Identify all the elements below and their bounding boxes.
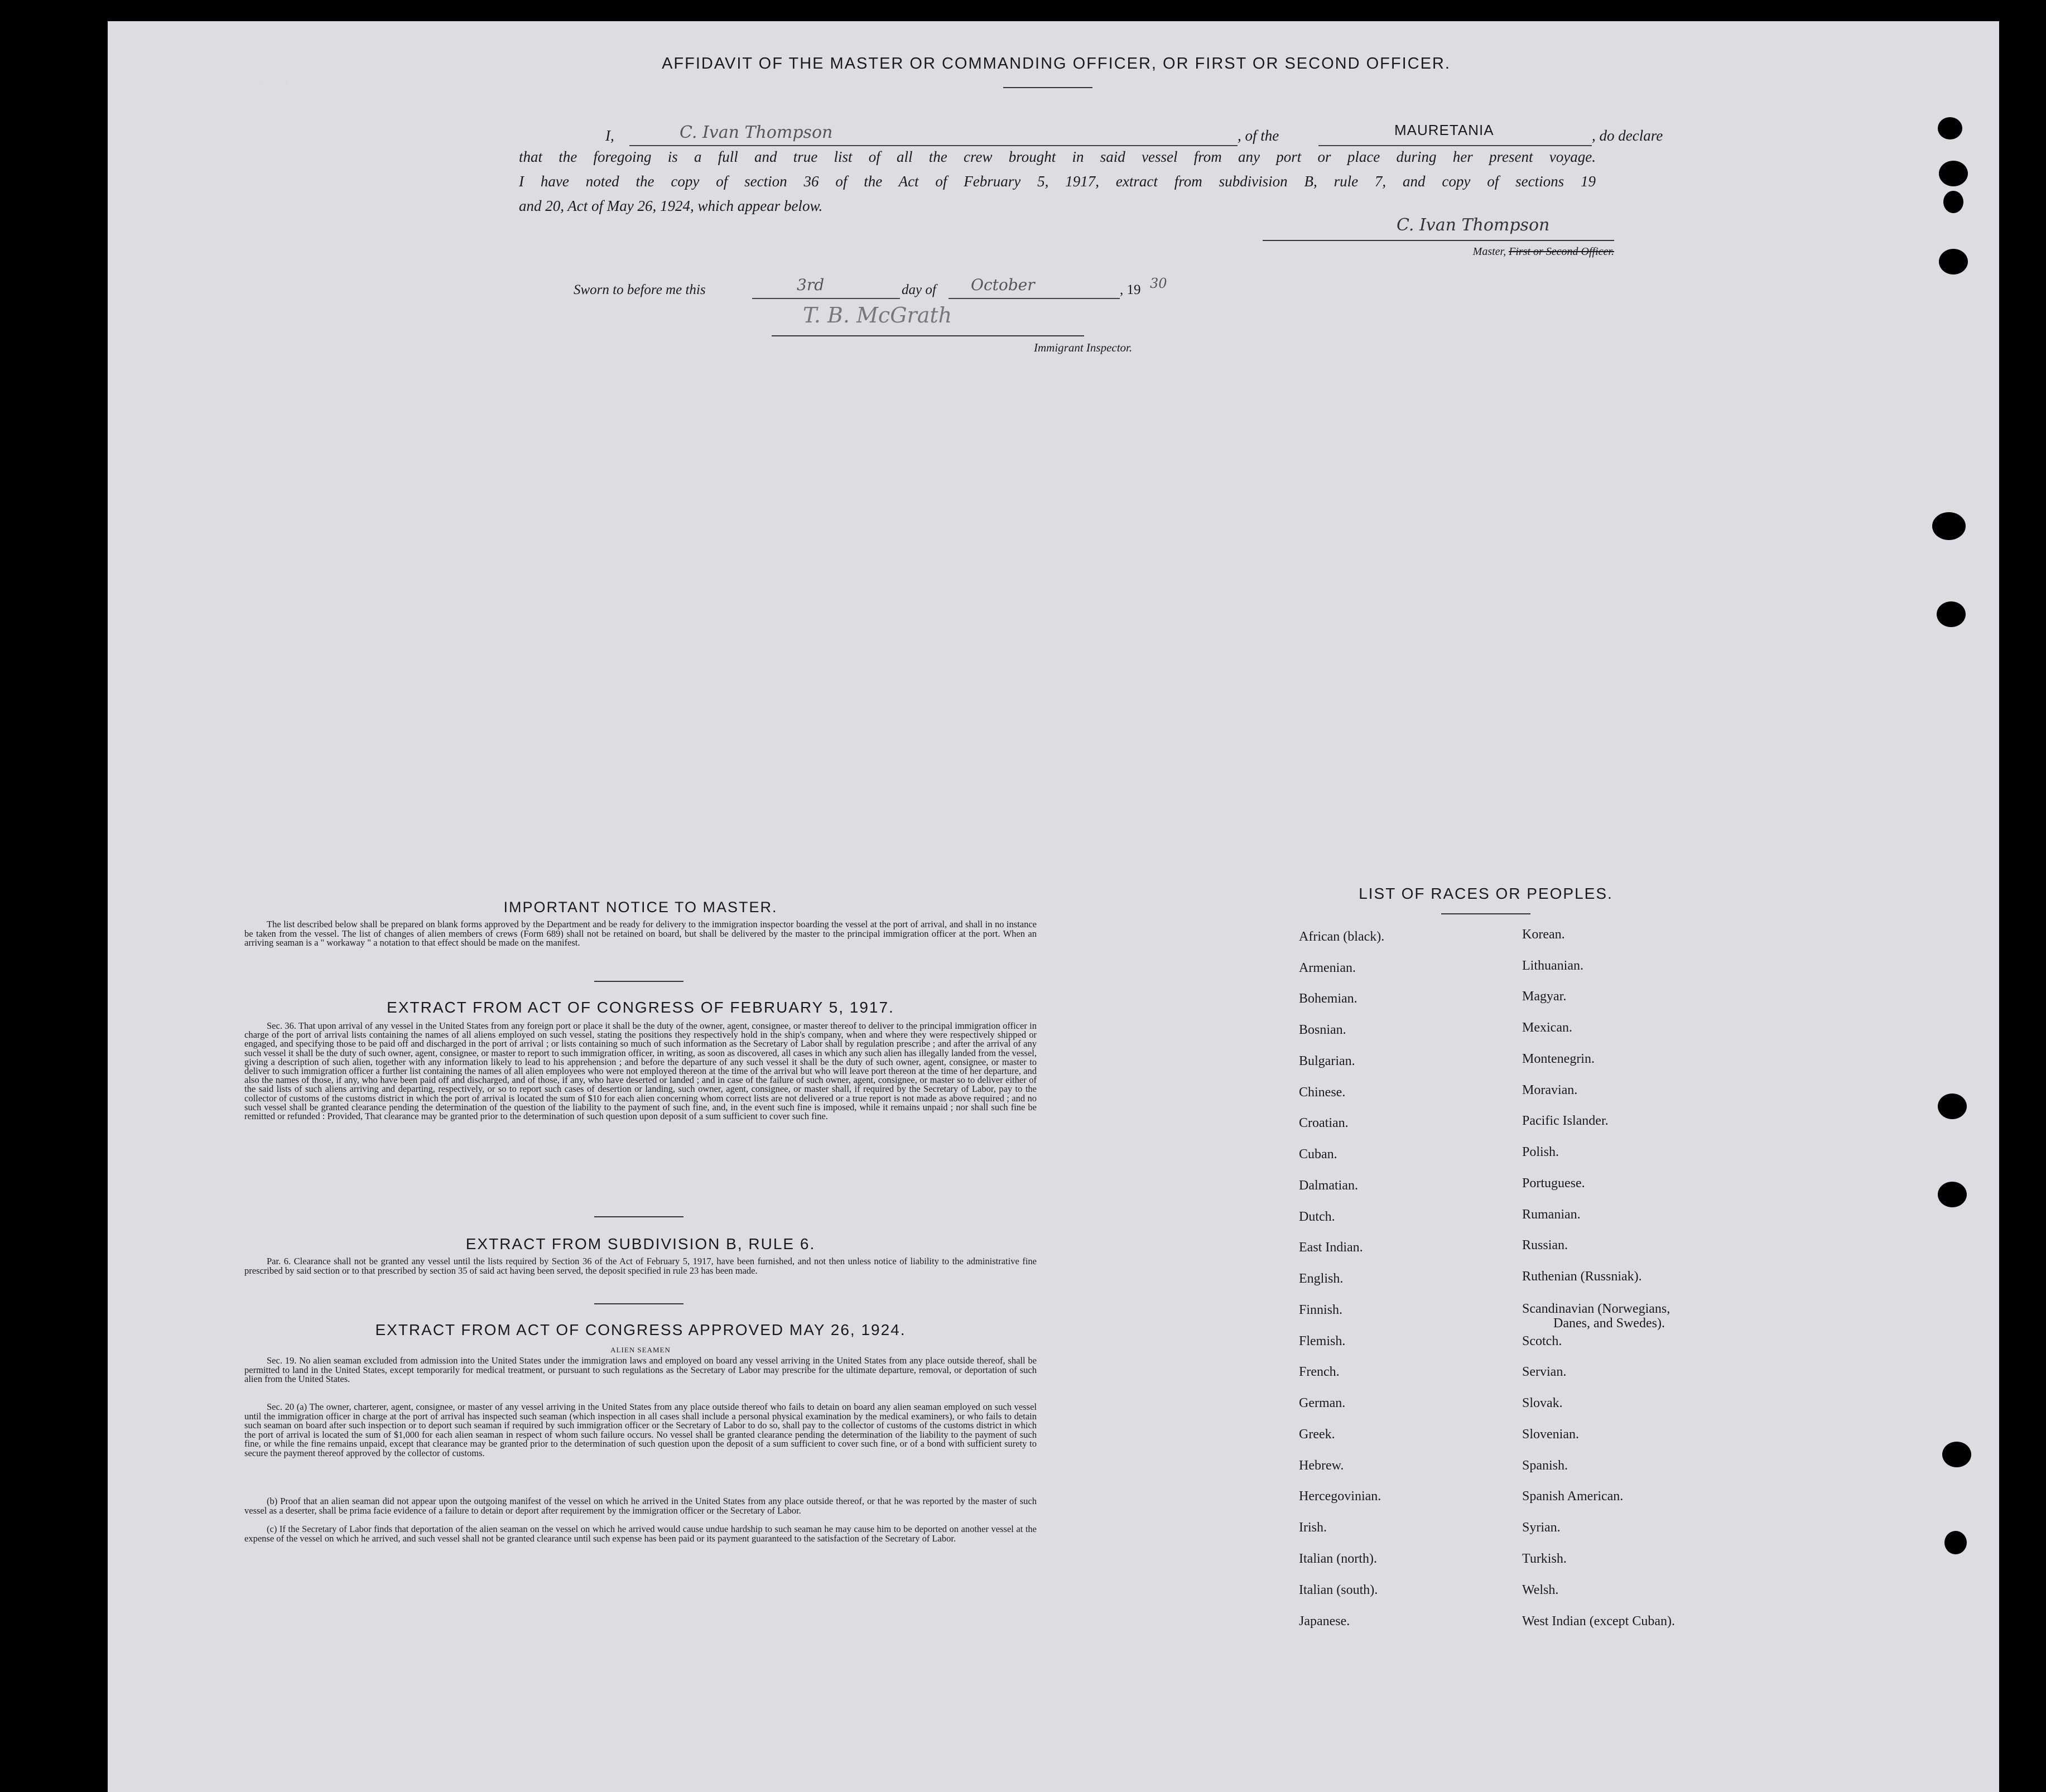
race-item: Moravian. [1522,1083,1578,1097]
do-declare-label: , do declare [1592,127,1663,144]
race-item: Italian (south). [1299,1583,1378,1597]
race-item: Turkish. [1522,1552,1567,1566]
race-item: Scandinavian (Norwegians, [1522,1302,1671,1316]
race-item: African (black). [1299,929,1385,944]
punch-hole [1938,1182,1967,1207]
race-item: Montenegrin. [1522,1052,1595,1066]
race-item: German. [1299,1396,1346,1410]
punch-hole [1938,1093,1967,1119]
race-item: Slovenian. [1522,1427,1579,1442]
sec19-body: Sec. 19. No alien seaman excluded from admission into the United States under the immigration laws and employed on board any vessel arriving in the United States from any place outside thereof, shall be permitted to land in the United States, except temporarily for medical treatment, or pursuant to such regulations as the Secretary of Labor may prescribe for the ultimate departure, removal, or deportation of such alien from the United States. [244,1355,1037,1384]
master-signature-block [1263,209,1614,270]
rule6-body: Par. 6. Clearance shall not be granted any vessel until the lists required by Section 36 of the Act of February 5, 1917, have been furnished, and not then unless notice of liability to the administrative fine prescribed by said section or to that prescribed by section 35 of said act having been served, the deposit specified in rule 23 has been made. [244,1256,1037,1276]
of-the-label: , of the [1238,127,1279,144]
races-right-column [1522,927,1756,1653]
race-item: Syrian. [1522,1520,1561,1535]
race-item: Spanish. [1522,1458,1568,1473]
punch-hole [1939,161,1968,186]
race-item: Danes, and Swedes). [1553,1316,1665,1331]
race-item: Polish. [1522,1145,1559,1159]
race-item: French. [1299,1365,1340,1379]
race-item: Croatian. [1299,1116,1349,1130]
master-label-row [1473,245,1614,258]
inspector-block [772,303,1133,364]
race-item: Mexican. [1522,1020,1572,1035]
sworn-prefix: Sworn to before me this [574,282,706,297]
race-item: Spanish American. [1522,1489,1624,1504]
affidavit-line3: I have noted the copy of section 36 of the Act of February 5, 1917, extract from subdivision B, rule 7, and copy of sections 19 [519,173,1596,190]
master-name-handwritten: C. Ivan Thompson [680,123,833,142]
race-item: Bulgarian. [1299,1054,1355,1068]
vessel-name: MAURETANIA [1394,122,1494,138]
race-item: Korean. [1522,927,1565,942]
punch-hole [1943,191,1963,213]
race-item: Portuguese. [1522,1176,1585,1191]
master-name-field [629,124,1238,146]
race-item: Ruthenian (Russniak). [1522,1269,1642,1284]
race-item: Bohemian. [1299,991,1357,1006]
affidavit-title: AFFIDAVIT OF THE MASTER OR COMMANDING OFFICER, OR FIRST OR SECOND OFFICER. [662,55,1451,73]
month-handwritten: October [971,276,1035,294]
race-item: Irish. [1299,1520,1327,1535]
inspector-line [772,335,1084,336]
affidavit-line4: and 20, Act of May 26, 1924, which appear below. [519,197,823,214]
extract-1924-subtitle: ALIEN SEAMEN [610,1346,671,1354]
sworn-row [108,273,1999,301]
extract-1917-body: Sec. 36. That upon arrival of any vessel in the United States from any foreign port or place it shall be the duty of the owner, agent, consignee, or master thereof to deliver to the principal immigration officer in charge of the port of arrival lists containing the names of all aliens employed on such vessel, stating the positions they respectively hold in the ship's company, when and where they were respectively shipped or engaged, and specifying those to be paid off and discharged in the port of arrival ; or lists containing so much of such information as the Secretary of Labor shall by regulation prescribe ; and after the arrival of any such vessel it shall be the duty of such owner, agent, consignee, or master to report to such immigration officer, in writing, as soon as discovered, all cases in which any such alien has illegally landed from the vessel, giving a description of such alien, together with any information likely to lead to his apprehension ; and before the departure of any such vessel it shall be the duty of such owner, agent, consignee, or master to deliver to such immigration officer a further list containing the names of all alien employees who were not employed thereon at the time of the arrival but who will leave port thereon at the time of her departure, and also the names of those, if any, who have been paid off and discharged, and of those, if any, who have deserted or landed ; and in case of the failure of such owner, agent, consignee, or master so to deliver either of the said lists of such aliens arriving and departing, respectively, or so to report such cases of desertion or landing, such owner, agent, consignee, or master shall, if required by the Secretary of Labor, pay to the collector of customs of the customs district in which the port of arrival is located the sum of $10 for each alien concerning whom correct lists are not delivered or a true report is not made as above required ; and no such vessel shall be granted clearance pending the determination of the question of the liability to the payment of such fine, and, in the event such fine is imposed, while it remains unpaid ; nor shall such fine be remitted or refunded : Provided, That clearance may be granted prior to the determination of such question upon deposit of a sum sufficient to cover such fine. [244,1020,1037,1122]
divider [1003,87,1092,88]
race-item: Pacific Islander. [1522,1114,1609,1128]
divider [1441,913,1530,914]
race-item: Japanese. [1299,1614,1350,1629]
day-of-label: day of [902,282,936,297]
manifest-page [108,21,1999,1792]
race-item: Dalmatian. [1299,1178,1358,1193]
inspector-signature: T. B. McGrath [803,303,952,327]
race-item: Magyar. [1522,989,1567,1004]
punch-hole [1937,601,1966,627]
punch-hole [1942,1442,1971,1467]
affidavit-line2: that the foregoing is a full and true list of all the crew brought in said vessel from any port or place during her present voyage. [519,148,1596,165]
pronoun: I, [605,127,614,144]
race-item: Bosnian. [1299,1023,1346,1037]
race-item: Scotch. [1522,1334,1562,1348]
punch-hole [1944,1531,1967,1554]
sec20a-body: Sec. 20 (a) The owner, charterer, agent, consignee, or master of any vessel arriving in the United States from any place outside thereof who fails to detain on board any alien seaman employed on such vessel until the immigration officer in charge at the port of arrival has inspected such seaman (which inspection in all cases shall include a personal physical examination by the medical examiners), or who fails to detain such seaman on board after such inspection or to deport such seaman if required by such immigration officer or the Secretary of Labor to do so, shall pay to the collector of customs of the customs district in which the port of arrival is located the sum of $1,000 for each alien seaman in respect of whom such failure occurs. No vessel shall be granted clearance pending the determination of the liability to the payment of such fine, or while the fine remains unpaid, except that clearance may be granted prior to the determination of such question upon the deposit of a sum sufficient to cover such fine, or of a bond with sufficient surety to secure the payment thereof approved by the collector of customs. [244,1401,1037,1458]
race-item: Armenian. [1299,961,1356,975]
divider [594,981,683,982]
races-left-column [1299,929,1500,1655]
race-item: Dutch. [1299,1210,1335,1224]
race-item: Greek. [1299,1427,1335,1442]
divider [594,1216,683,1217]
sec20c-body: (c) If the Secretary of Labor finds that deportation of the alien seaman on the vessel on which he arrived would cause undue hardship to such seaman he may cause him to be deported on another vessel at the expense of the vessel on which he arrived, and such vessel shall not be granted clearance until such expense has been paid or its payment guaranteed to the satisfaction of the Secretary of Labor. [244,1524,1037,1544]
corner-marks: · · [258,73,297,91]
race-item: Hebrew. [1299,1458,1344,1473]
vessel-field [1318,124,1592,146]
inspector-label: Immigrant Inspector. [1034,341,1133,354]
race-item: East Indian. [1299,1240,1363,1255]
race-item: Flemish. [1299,1334,1346,1348]
punch-hole [1939,249,1968,274]
race-item: Russian. [1522,1238,1568,1253]
sec20b-body: (b) Proof that an alien seaman did not appear upon the outgoing manifest of the vessel on which he arrived in the United States from any place outside thereof, or that he was reported by the master of such vessel as a deserter, shall be prima facie evidence of a failure to detain or deport after requirement by the immigration officer or the Secretary of Labor. [244,1496,1037,1516]
race-item: Slovak. [1522,1396,1563,1410]
master-signature: C. Ivan Thompson [1397,215,1550,235]
race-item: Chinese. [1299,1085,1346,1100]
race-item: Rumanian. [1522,1207,1581,1222]
day-field [752,276,900,299]
day-handwritten: 3rd [797,276,825,294]
master-label: Master, [1472,245,1506,258]
race-item: Servian. [1522,1365,1567,1379]
signature-line [1263,240,1614,241]
extract-1917-title: EXTRACT FROM ACT OF CONGRESS OF FEBRUARY 5, 1917. [387,999,894,1016]
divider [594,1303,683,1304]
race-item: Cuban. [1299,1147,1337,1162]
year-prefix: , 19 [1120,282,1141,297]
race-item: Finnish. [1299,1303,1343,1317]
race-item: Lithuanian. [1522,958,1583,973]
punch-hole [1932,512,1966,540]
rule6-title: EXTRACT FROM SUBDIVISION B, RULE 6. [465,1235,816,1253]
extract-1924-title: EXTRACT FROM ACT OF CONGRESS APPROVED MAY 26, 1924. [375,1321,906,1338]
affidavit-line1 [108,122,1999,150]
races-title: LIST OF RACES OR PEOPLES. [1359,885,1613,902]
race-item: West Indian (except Cuban). [1522,1614,1675,1629]
race-item: Welsh. [1522,1583,1559,1597]
month-field [949,276,1120,299]
year-handwritten: 30 [1150,276,1167,291]
notice-body: The list described below shall be prepared on blank forms approved by the Department and be ready for delivery to the immigration inspector boarding the vessel at the port of arrival, and shall in no instance be taken from the vessel. The list of changes of alien members of crews (Form 689) shall not be retained on board, but shall be delivered by the master to the principal immigration officer at the port. When an arriving seaman is a " workaway " a notation to that effect should be made on the manifest. [244,919,1037,948]
race-item: Italian (north). [1299,1552,1377,1566]
race-item: Hercegovinian. [1299,1489,1381,1504]
notice-title: IMPORTANT NOTICE TO MASTER. [503,899,778,916]
race-item: English. [1299,1271,1344,1286]
struck-officer-label: First or Second Officer. [1509,245,1614,258]
